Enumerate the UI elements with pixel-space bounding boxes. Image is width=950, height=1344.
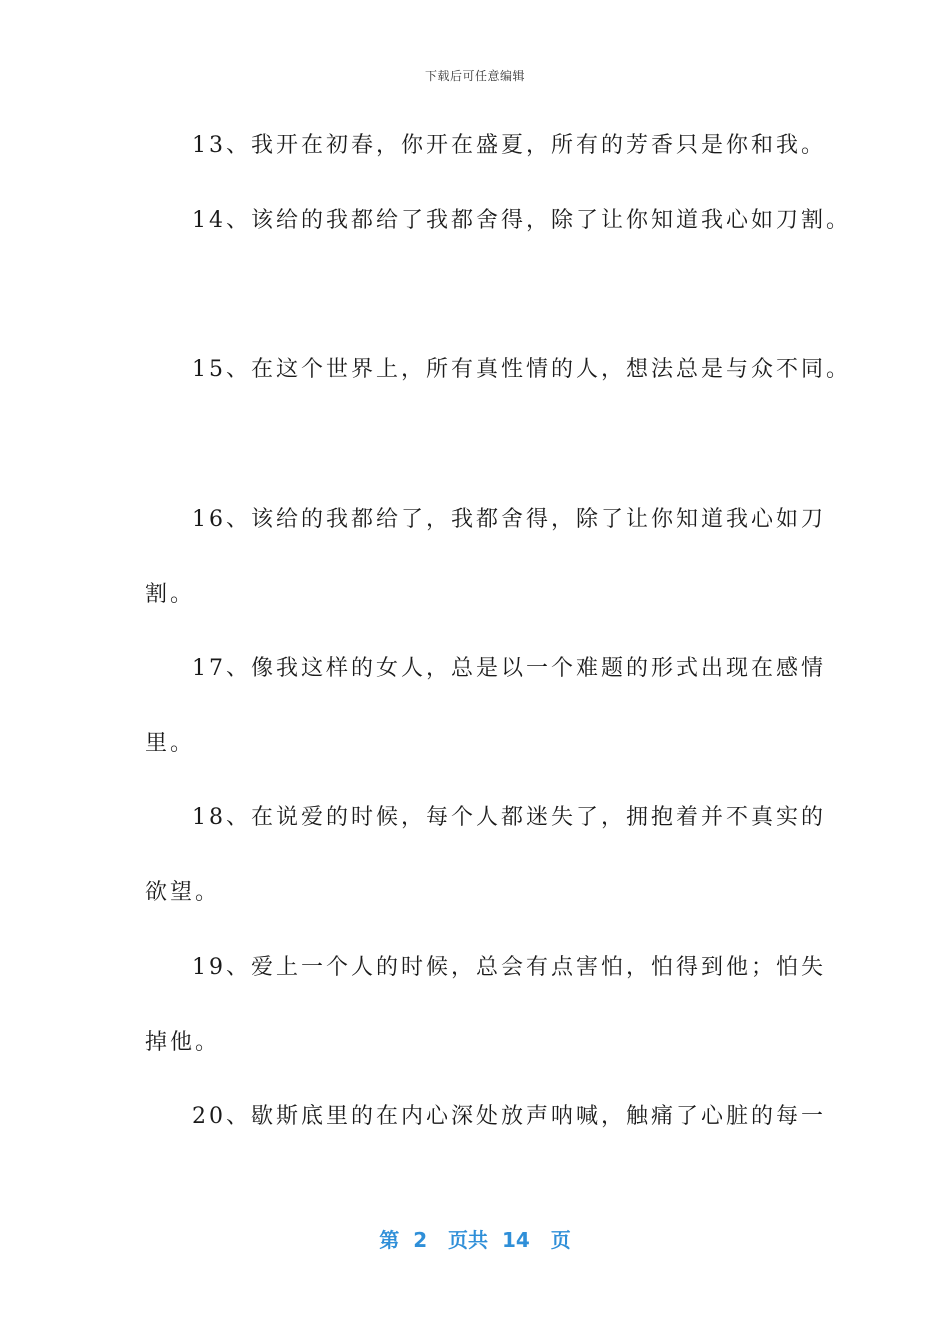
paragraph-17-line-1: 17、像我这样的女人，总是以一个难题的形式出现在感情: [192, 656, 826, 681]
footer-current-page: 2: [413, 1228, 428, 1252]
paragraph-20-line-1: 20、歇斯底里的在内心深处放声呐喊，触痛了心脏的每一: [192, 1104, 826, 1129]
paragraph-18-line-2: 欲望。: [145, 880, 221, 905]
footer-suffix: 页: [550, 1228, 571, 1252]
paragraph-15-line-1: 15、在这个世界上，所有真性情的人，想法总是与众不同。: [192, 357, 851, 382]
paragraph-14-line-1: 14、该给的我都给了我都舍得，除了让你知道我心如刀割。: [192, 208, 851, 233]
footer-prefix: 第: [379, 1228, 400, 1252]
paragraph-18-line-1: 18、在说爱的时候，每个人都迷失了，拥抱着并不真实的: [192, 805, 826, 830]
paragraph-16-line-1: 16、该给的我都给了，我都舍得，除了让你知道我心如刀: [192, 507, 826, 532]
paragraph-19-line-2: 掉他。: [145, 1030, 221, 1055]
paragraph-13-line-1: 13、我开在初春，你开在盛夏，所有的芳香只是你和我。: [192, 133, 826, 158]
footer-middle: 页共: [448, 1228, 489, 1252]
paragraph-16-line-2: 割。: [145, 582, 196, 607]
header-note: 下载后可任意编辑: [424, 69, 525, 83]
paragraph-19-line-1: 19、爱上一个人的时候，总会有点害怕，怕得到他；怕失: [192, 955, 826, 980]
paragraph-17-line-2: 里。: [145, 731, 196, 756]
page-footer: [0, 1224, 950, 1253]
footer-total-pages: 14: [501, 1228, 530, 1252]
